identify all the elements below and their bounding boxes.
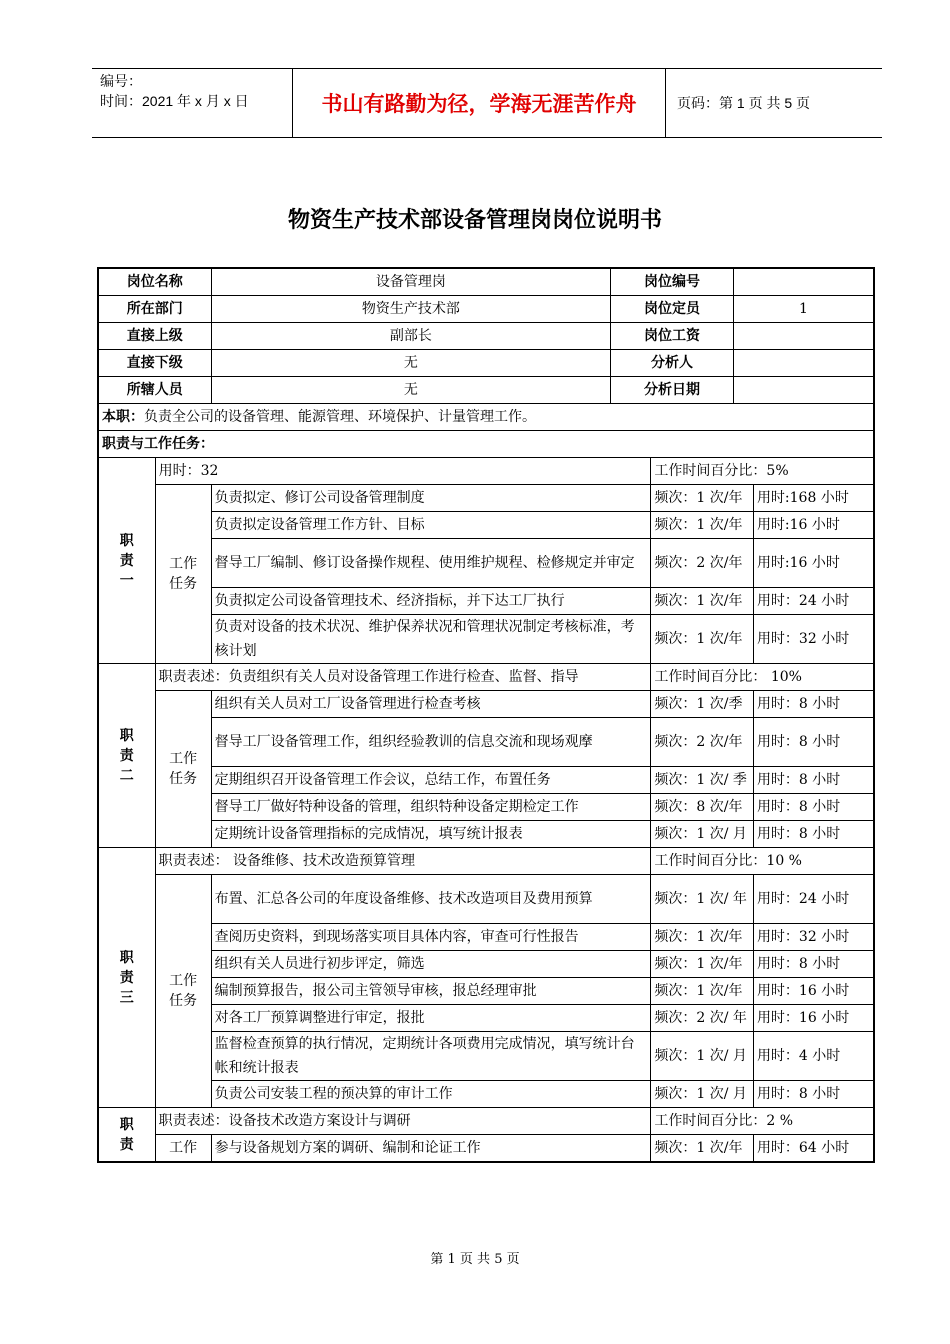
- field-label: 分析人: [611, 350, 734, 377]
- field-label: 直接上级: [98, 323, 211, 350]
- task-row: [98, 875, 874, 924]
- task-text: 组织有关人员对工厂设备管理进行检查考核: [211, 691, 651, 718]
- task-frequency: 频次：1 次/年: [651, 951, 754, 978]
- duty-desc-row: [98, 1108, 874, 1135]
- task-hours: 用时：8 小时: [753, 1081, 874, 1108]
- header-page-info: 页码：第 1 页 共 5 页: [677, 95, 811, 111]
- doc-title: 物资生产技术部设备管理岗岗位说明书: [287, 208, 662, 233]
- task-row: [98, 951, 874, 978]
- doc-number-label: 编号：: [100, 73, 142, 89]
- task-hours: 用时：8 小时: [753, 794, 874, 821]
- tasks-heading-row: [98, 431, 874, 458]
- task-row: [98, 821, 874, 848]
- basic-info-row: [98, 268, 874, 296]
- task-hours: 用时：24 小时: [753, 875, 874, 924]
- task-frequency: 频次：1 次/季: [651, 691, 754, 718]
- task-row: [98, 512, 874, 539]
- duty-name: 职 责 一: [98, 458, 155, 664]
- field-value: [733, 350, 874, 377]
- duty-name: 职 责 三: [98, 848, 155, 1108]
- task-text: 督导工厂编制、修订设备操作规程、使用维护规程、检修规定并审定: [211, 539, 651, 588]
- task-frequency: 频次：1 次/年: [651, 512, 754, 539]
- task-hours: 用时:168 小时: [753, 485, 874, 512]
- task-frequency: 频次：2 次/ 年: [651, 1005, 754, 1032]
- task-row: [98, 978, 874, 1005]
- task-hours: 用时:16 小时: [753, 539, 874, 588]
- task-row: [98, 1081, 874, 1108]
- field-value: 无: [211, 377, 611, 404]
- task-frequency: 频次：1 次/ 年: [651, 875, 754, 924]
- task-row: [98, 539, 874, 588]
- field-value: 副部长: [211, 323, 611, 350]
- duty-desc: 职责表述： 设备维修、技术改造预算管理: [155, 848, 651, 875]
- field-label: 岗位工资: [611, 323, 734, 350]
- task-hours: 用时：8 小时: [753, 821, 874, 848]
- task-label: 工作 任务: [155, 875, 211, 1108]
- duty-name: 职 责: [98, 1108, 155, 1163]
- task-row: [98, 691, 874, 718]
- task-row: [98, 767, 874, 794]
- task-text: 督导工厂设备管理工作，组织经验教训的信息交流和现场观摩: [211, 718, 651, 767]
- duty-desc: 用时：32: [155, 458, 651, 485]
- task-hours: 用时：16 小时: [753, 1005, 874, 1032]
- task-hours: 用时：32 小时: [753, 615, 874, 664]
- task-text: 对各工厂预算调整进行审定，报批: [211, 1005, 651, 1032]
- page-footer: 第 1 页 共 5 页: [430, 1252, 520, 1267]
- field-label: 岗位名称: [98, 268, 211, 296]
- field-value: [733, 268, 874, 296]
- task-frequency: 频次：1 次/年: [651, 485, 754, 512]
- task-hours: 用时：32 小时: [753, 924, 874, 951]
- task-hours: 用时：16 小时: [753, 978, 874, 1005]
- task-frequency: 频次：1 次/ 月: [651, 1081, 754, 1108]
- task-text: 查阅历史资料，到现场落实项目具体内容，审查可行性报告: [211, 924, 651, 951]
- task-hours: 用时：4 小时: [753, 1032, 874, 1081]
- task-label: 工作: [155, 1135, 211, 1163]
- task-text: 布置、汇总各公司的年度设备维修、技术改造项目及费用预算: [211, 875, 651, 924]
- task-row: [98, 1005, 874, 1032]
- basic-info-row: [98, 377, 874, 404]
- field-value: [733, 323, 874, 350]
- basic-info-row: [98, 350, 874, 377]
- task-text: 负责拟定、修订公司设备管理制度: [211, 485, 651, 512]
- field-value: [733, 377, 874, 404]
- field-label: 岗位编号: [611, 268, 734, 296]
- duty-time-pct: 工作时间百分比：10 %: [651, 848, 874, 875]
- task-label: 工作 任务: [155, 485, 211, 664]
- task-text: 参与设备规划方案的调研、编制和论证工作: [211, 1135, 651, 1163]
- duty-desc-row: [98, 458, 874, 485]
- duty-desc-row: [98, 848, 874, 875]
- task-frequency: 频次：1 次/年: [651, 615, 754, 664]
- task-frequency: 频次：1 次/ 季: [651, 767, 754, 794]
- duty-time-pct: 工作时间百分比：5%: [651, 458, 874, 485]
- task-text: 负责公司安装工程的预决算的审计工作: [211, 1081, 651, 1108]
- duty-desc-row: [98, 664, 874, 691]
- task-frequency: 频次：2 次/年: [651, 539, 754, 588]
- field-label: 所辖人员: [98, 377, 211, 404]
- task-text: 编制预算报告，报公司主管领导审核，报总经理审批: [211, 978, 651, 1005]
- header-meta: [92, 69, 293, 137]
- page-header: [92, 68, 882, 138]
- job-description-table: [97, 267, 875, 1163]
- task-frequency: 频次：1 次/年: [651, 978, 754, 1005]
- task-label: 工作 任务: [155, 691, 211, 848]
- task-frequency: 频次：1 次/年: [651, 588, 754, 615]
- field-value: 1: [733, 296, 874, 323]
- tasks-heading: 职责与工作任务：: [102, 436, 214, 452]
- field-label: 分析日期: [611, 377, 734, 404]
- task-row: [98, 485, 874, 512]
- duty-desc: 职责表述：设备技术改造方案设计与调研: [155, 1108, 651, 1135]
- task-row: [98, 794, 874, 821]
- task-text: 定期组织召开设备管理工作会议，总结工作，布置任务: [211, 767, 651, 794]
- task-text: 负责对设备的技术状况、维护保养状况和管理状况制定考核标准，考核计划: [211, 615, 651, 664]
- task-text: 定期统计设备管理指标的完成情况，填写统计报表: [211, 821, 651, 848]
- field-value: 设备管理岗: [211, 268, 611, 296]
- doc-time-label: 时间：2021 年 x 月 x 日: [100, 93, 249, 109]
- main-duty-text: 负责全公司的设备管理、能源管理、环境保护、计量管理工作。: [144, 409, 536, 425]
- task-hours: 用时：8 小时: [753, 767, 874, 794]
- task-frequency: 频次：1 次/ 月: [651, 821, 754, 848]
- task-text: 督导工厂做好特种设备的管理，组织特种设备定期检定工作: [211, 794, 651, 821]
- task-hours: 用时：8 小时: [753, 951, 874, 978]
- task-frequency: 频次：1 次/ 月: [651, 1032, 754, 1081]
- task-frequency: 频次：1 次/年: [651, 924, 754, 951]
- basic-info-row: [98, 323, 874, 350]
- task-row: [98, 615, 874, 664]
- main-duty-label: 本职：: [102, 409, 144, 425]
- field-label: 岗位定员: [611, 296, 734, 323]
- duty-name: 职 责 二: [98, 664, 155, 848]
- task-text: 负责拟定设备管理工作方针、目标: [211, 512, 651, 539]
- task-row: [98, 718, 874, 767]
- task-row: [98, 1135, 874, 1163]
- task-frequency: 频次：1 次/年: [651, 1135, 754, 1163]
- task-frequency: 频次：8 次/年: [651, 794, 754, 821]
- duty-time-pct: 工作时间百分比：2 %: [651, 1108, 874, 1135]
- task-frequency: 频次：2 次/年: [651, 718, 754, 767]
- basic-info-row: [98, 296, 874, 323]
- duty-time-pct: 工作时间百分比： 10%: [651, 664, 874, 691]
- field-value: 无: [211, 350, 611, 377]
- task-hours: 用时：8 小时: [753, 718, 874, 767]
- header-motto: 书山有路勤为径，学海无涯苦作舟: [293, 69, 666, 137]
- main-duty-row: [98, 404, 874, 431]
- task-text: 监督检查预算的执行情况，定期统计各项费用完成情况，填写统计台帐和统计报表: [211, 1032, 651, 1081]
- field-value: 物资生产技术部: [211, 296, 611, 323]
- task-row: [98, 924, 874, 951]
- task-row: [98, 588, 874, 615]
- field-label: 直接下级: [98, 350, 211, 377]
- task-hours: 用时：64 小时: [753, 1135, 874, 1163]
- duty-desc: 职责表述：负责组织有关人员对设备管理工作进行检查、监督、指导: [155, 664, 651, 691]
- task-hours: 用时：8 小时: [753, 691, 874, 718]
- task-text: 负责拟定公司设备管理技术、经济指标，并下达工厂执行: [211, 588, 651, 615]
- task-hours: 用时:16 小时: [753, 512, 874, 539]
- task-row: [98, 1032, 874, 1081]
- task-hours: 用时：24 小时: [753, 588, 874, 615]
- field-label: 所在部门: [98, 296, 211, 323]
- task-text: 组织有关人员进行初步评定，筛选: [211, 951, 651, 978]
